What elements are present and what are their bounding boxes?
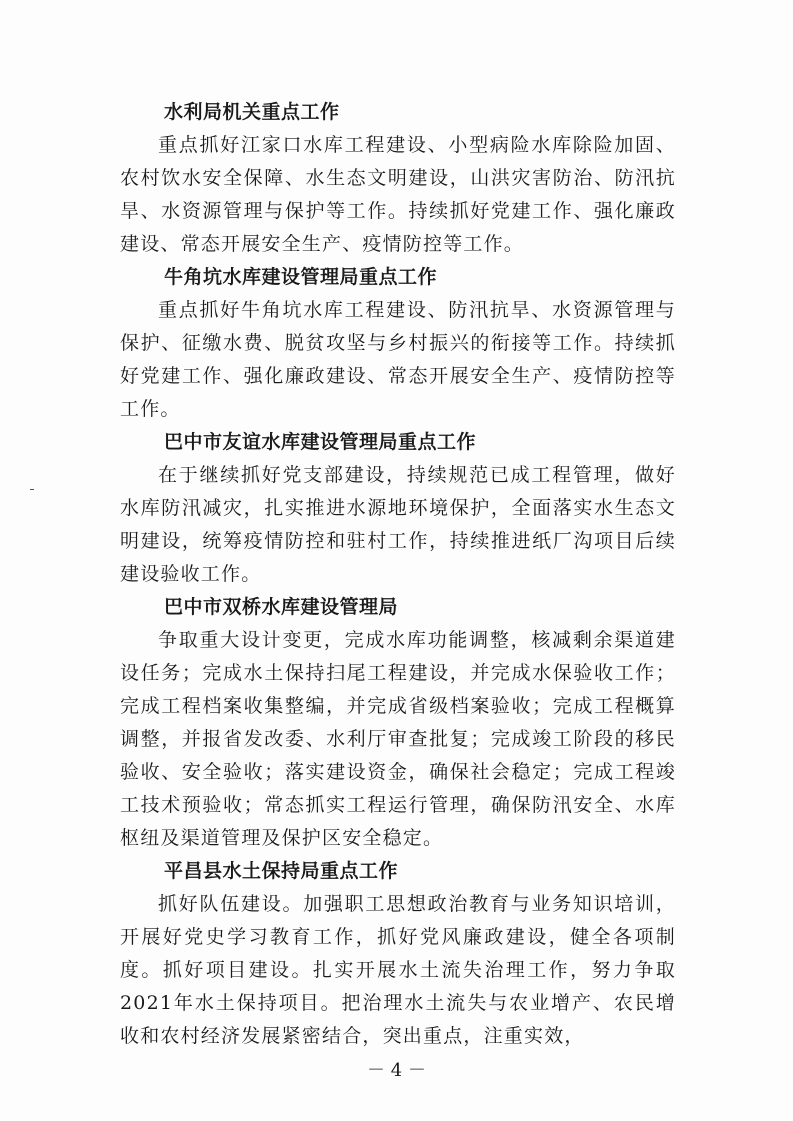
section-body: 重点抓好牛角坑水库工程建设、防汛抗旱、水资源管理与保护、征缴水费、脱贫攻坚与乡村振兴的衔接等工作。持续抓好党建工作、强化廉政建设、常态开展安全生产、疫情防控等工作。: [120, 299, 676, 420]
section-heading: 平昌县水土保持局重点工作: [164, 860, 399, 882]
section-body: 重点抓好江家口水库工程建设、小型病险水库除险加固、农村饮水安全保障、水生态文明建设，山洪灾害防治、防汛抗旱、水资源管理与保护等工作。持续抓好党建工作、强化廉政建设、常态开展安全生产、疫情防控等工作。: [120, 134, 676, 255]
section-body: 争取重大设计变更，完成水库功能调整，核减剩余渠道建设任务；完成水土保持扫尾工程建设，并完成水保验收工作；完成工程档案收集整编，并完成省级档案验收；完成工程概算调整，并报省发改委、水利厅审查批复；完成竣工阶段的移民验收、安全验收；落实建设资金，确保社会稳定；完成工程竣工技术预验收；常态抓实工程运行管理，确保防汛安全、水库枢纽及渠道管理及保护区安全稳定。: [120, 629, 676, 849]
margin-mark: [30, 489, 34, 490]
section-heading: 巴中市友谊水库建设管理局重点工作: [164, 431, 477, 453]
section-heading: 水利局机关重点工作: [164, 101, 340, 123]
section-niujiaokeng-reservoir: [120, 261, 676, 426]
section-body: 抓好队伍建设。加强职工思想政治教育与业务知识培训，开展好党史学习教育工作，抓好党风廉政建设，健全各项制度。抓好项目建设。扎实开展水土流失治理工作，努力争取2021年水土保持项目。把治理水土流失与农业增产、农民增收和农村经济发展紧密结合，突出重点，注重实效，: [120, 893, 676, 1047]
section-water-bureau: [120, 96, 676, 261]
section-heading: 巴中市双桥水库建设管理局: [164, 596, 399, 618]
section-body: 在于继续抓好党支部建设，持续规范已成工程管理，做好水库防汛减灾，扎实推进水源地环境保护，全面落实水生态文明建设，统筹疫情防控和驻村工作，持续推进纸厂沟项目后续建设验收工作。: [120, 464, 676, 585]
section-youyi-reservoir: [120, 426, 676, 591]
section-soil-conservation: [120, 855, 676, 1053]
document-content: [120, 96, 676, 1053]
page-number: － 4 －: [367, 1060, 426, 1081]
section-heading: 牛角坑水库建设管理局重点工作: [164, 266, 438, 288]
section-shuangqiao-reservoir: [120, 591, 676, 855]
